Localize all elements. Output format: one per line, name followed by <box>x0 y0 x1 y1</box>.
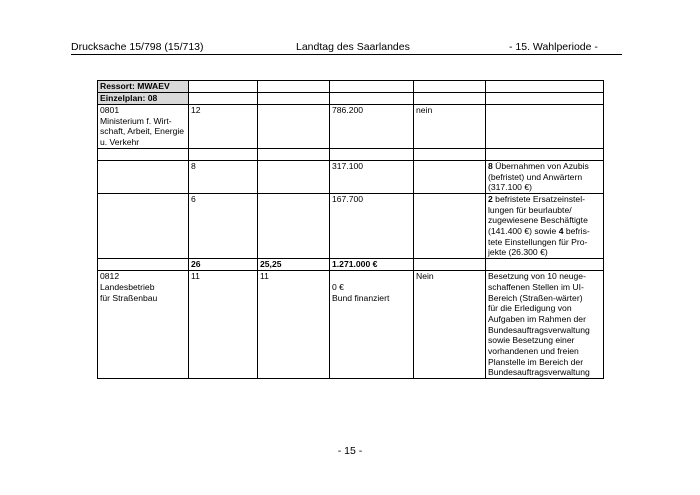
header-rule <box>71 54 622 55</box>
total-fte: 25,25 <box>258 259 330 271</box>
remark-cell: 8 Übernahmen von Azubis (befristet) und Anwärtern (317.100 €) <box>486 160 604 193</box>
flag-cell: Nein <box>414 271 486 379</box>
einzelplan-label: Einzelplan: 08 <box>98 93 189 105</box>
table-row <box>98 105 604 149</box>
table-row <box>98 193 604 258</box>
table-row <box>98 81 604 93</box>
table-row <box>98 148 604 160</box>
total-positions: 26 <box>189 259 258 271</box>
staffing-table <box>97 80 604 379</box>
positions-cell: 11 <box>189 271 258 379</box>
remark-cell: Besetzung von 10 neuge- schaffenen Stellen im UI- Bereich (Straßen-wärter) für die Erledigung von Aufgaben im Rahmen der Bundesauftragsverwaltung sowie Besetzung einer vorhandenen und freien Planstelle im Bereich der Bundesauftragsverwaltung <box>486 271 604 379</box>
table-row <box>98 160 604 193</box>
amount-cell: 786.200 <box>330 105 414 149</box>
ressort-label: Ressort: MWAEV <box>98 81 189 93</box>
total-amount: 1.271.000 € <box>330 259 414 271</box>
amount-cell: 167.700 <box>330 193 414 258</box>
header-period: - 15. Wahlperiode - <box>509 41 598 53</box>
unit-cell: 0812 Landesbetrieb für Straßenbau <box>98 271 189 379</box>
table-row <box>98 271 604 379</box>
flag-cell: nein <box>414 105 486 149</box>
amount-cell: 317.100 <box>330 160 414 193</box>
header-doc-number: Drucksache 15/798 (15/713) <box>71 41 204 53</box>
positions-cell: 8 <box>189 160 258 193</box>
table-row <box>98 93 604 105</box>
amount-cell: 0 € Bund finanziert <box>330 271 414 379</box>
page-number: - 15 - <box>337 445 363 457</box>
remark-cell: 2 befristete Ersatzeinstel- lungen für beurlaubte/ zugewiesene Beschäftigte (141.400 €) sowie 4 befris- tete Einstellungen für Pro- jekte (26.300 €) <box>486 193 604 258</box>
header-title: Landtag des Saarlandes <box>296 41 410 53</box>
unit-cell: 0801 Ministerium f. Wirt- schaft, Arbeit, Energie u. Verkehr <box>98 105 189 149</box>
positions-cell: 12 <box>189 105 258 149</box>
positions-cell: 6 <box>189 193 258 258</box>
totals-row <box>98 259 604 271</box>
fte-cell: 11 <box>258 271 330 379</box>
